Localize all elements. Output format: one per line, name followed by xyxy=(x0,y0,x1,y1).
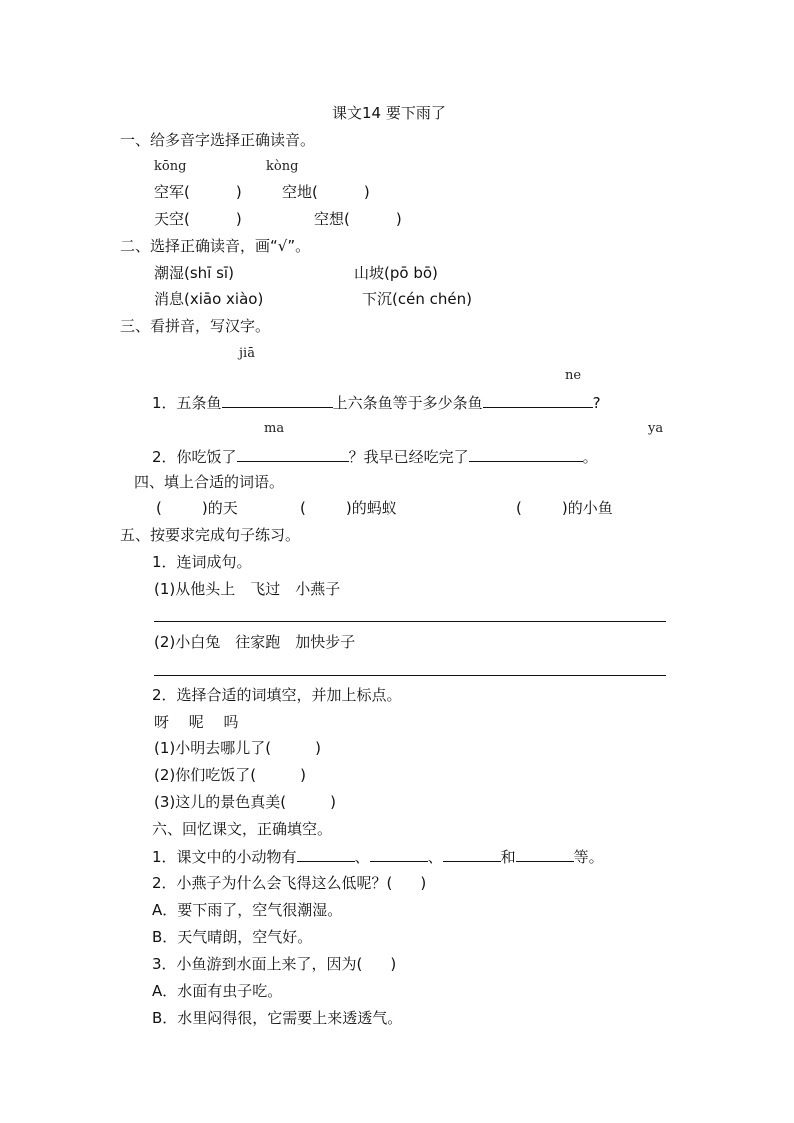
word-fill-tian: ( )的天 xyxy=(156,499,238,517)
option-6-3-a[interactable]: A．水面有虫子吃。 xyxy=(152,982,283,1000)
pinyin-ne: ne xyxy=(565,368,582,383)
item-kongjun: 空军( ) xyxy=(154,183,242,201)
subsection-5-1-title: 1．连词成句。 xyxy=(152,553,252,571)
question-6-2: 2．小燕子为什么会飞得这么低呢？( ) xyxy=(152,874,427,892)
page-title: 课文14 要下雨了 xyxy=(332,104,446,122)
fill-blank-animal-4[interactable] xyxy=(516,847,574,862)
fill-item-3: (3)这儿的景色真美( ) xyxy=(154,793,336,811)
fill-blank-animal-2[interactable] xyxy=(370,847,428,862)
fill-item-1: (1)小明去哪儿了( ) xyxy=(154,739,321,757)
section-1-heading: 一、给多音字选择正确读音。 xyxy=(120,131,316,149)
section-3-heading: 三、看拼音，写汉字。 xyxy=(120,317,271,335)
section-4-heading: 四、填上合适的词语。 xyxy=(134,473,285,491)
section-5-heading: 五、按要求完成句子练习。 xyxy=(120,526,301,544)
fill-blank-jia[interactable] xyxy=(222,393,333,408)
item-tiankong: 天空( ) xyxy=(154,210,242,228)
fill-blank-animal-3[interactable] xyxy=(443,847,501,862)
choice-xiaoxi[interactable]: 消息(xiāo xiào) xyxy=(154,290,264,308)
answer-line-2[interactable] xyxy=(154,675,666,676)
fill-blank-ya[interactable] xyxy=(469,447,583,462)
fill-blank-animal-1[interactable] xyxy=(297,847,355,862)
choice-xiachen[interactable]: 下沉(cén chén) xyxy=(362,290,472,308)
pinyin-kong1: kōng xyxy=(154,159,187,174)
item-kongxiang: 空想( ) xyxy=(314,210,402,228)
option-6-2-a[interactable]: A．要下雨了，空气很潮湿。 xyxy=(152,901,343,919)
fill-blank-ma[interactable] xyxy=(237,447,349,462)
fill-item-2: (2)你们吃饭了( ) xyxy=(154,766,306,784)
word: 空地 xyxy=(282,183,313,201)
option-6-2-b[interactable]: B．天气晴朗，空气好。 xyxy=(152,928,313,946)
option-6-3-b[interactable]: B．水里闷得很，它需要上来透透气。 xyxy=(152,1009,403,1027)
word-order-1: (1)从他头上 飞过 小燕子 xyxy=(154,580,341,598)
word: 空军 xyxy=(154,183,185,201)
choice-shanpo[interactable]: 山坡(pō bō) xyxy=(354,264,438,282)
pinyin-ya: ya xyxy=(648,421,664,436)
pinyin-jia: jiā xyxy=(239,346,255,361)
question-3-2: 2．你吃饭了 ？我早已经吃完了 。 xyxy=(152,448,598,466)
pinyin-ma: ma xyxy=(264,421,285,436)
word-choices: 呀 呢 吗 xyxy=(154,713,239,731)
choice-chaoshi[interactable]: 潮湿(shī sī) xyxy=(154,264,234,282)
section-6-heading: 六、回忆课文，正确填空。 xyxy=(152,820,333,838)
question-6-3: 3．小鱼游到水面上来了，因为( ) xyxy=(152,955,397,973)
question-6-1: 1．课文中的小动物有 、 、 和 等。 xyxy=(152,848,604,866)
question-3-1: 1．五条鱼 上六条鱼等于多少条鱼 ? xyxy=(152,394,601,412)
item-kongdi: 空地( ) xyxy=(282,183,370,201)
word: 空想 xyxy=(314,210,345,228)
answer-line-1[interactable] xyxy=(154,621,666,622)
fill-blank-ne[interactable] xyxy=(483,393,593,408)
section-2-heading: 二、选择正确读音，画“√”。 xyxy=(120,237,311,255)
pinyin-kong4: kòng xyxy=(266,159,299,174)
word-order-2: (2)小白兔 往家跑 加快步子 xyxy=(154,633,356,651)
subsection-5-2-title: 2．选择合适的词填空，并加上标点。 xyxy=(152,686,402,704)
word: 天空 xyxy=(154,210,185,228)
word-fill-mayi: ( )的蚂蚁 xyxy=(300,499,397,517)
word-fill-xiaoyu: ( )的小鱼 xyxy=(516,499,613,517)
